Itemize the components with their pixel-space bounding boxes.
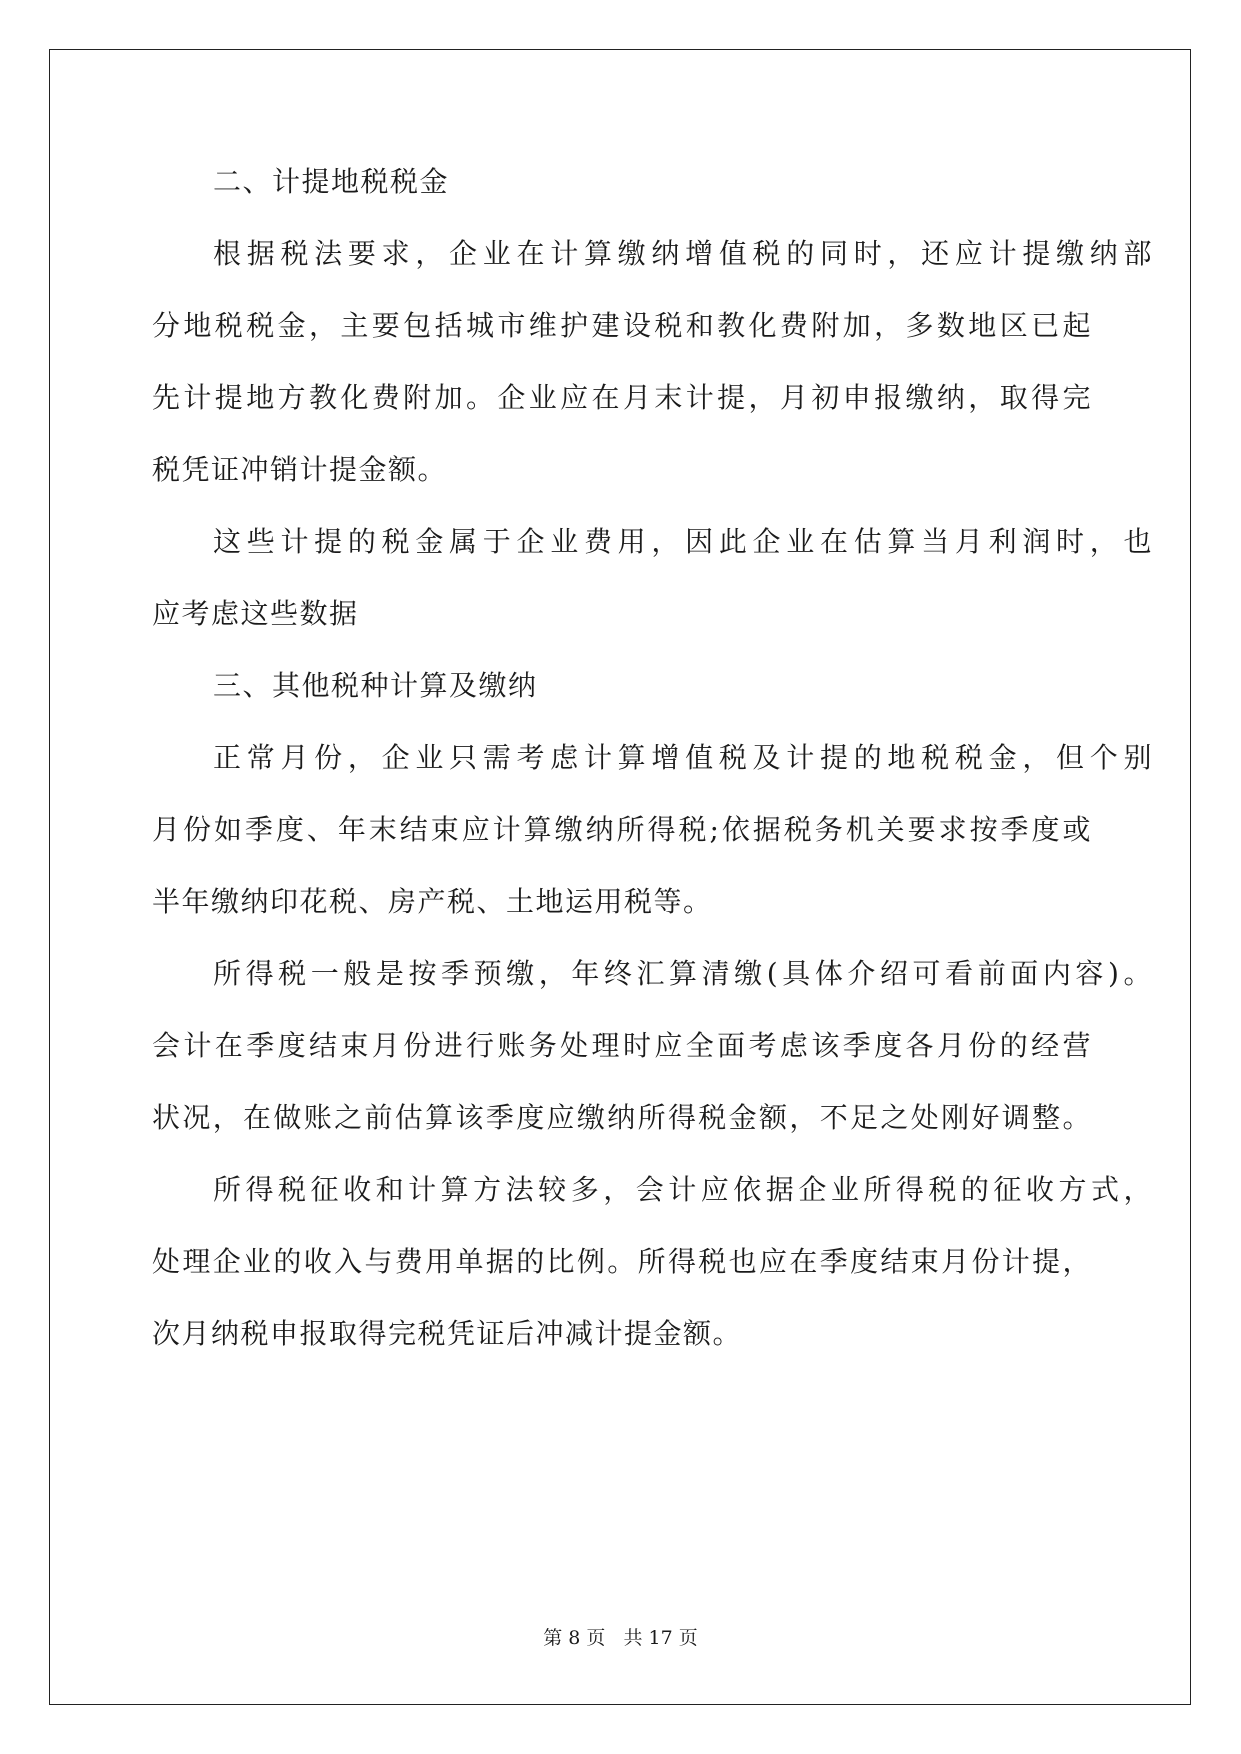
paragraph-line: 税凭证冲销计提金额。 [152, 453, 448, 486]
paragraph-line: 月份如季度、年末结束应计算缴纳所得税;依据税务机关要求按季度或 [152, 813, 1092, 846]
paragraph-line: 处理企业的收入与费用单据的比例。所得税也应在季度结束月份计提， [152, 1245, 1092, 1278]
section-heading-2: 二、计提地税税金 [213, 165, 450, 198]
paragraph-line: 所得税一般是按季预缴，年终汇算清缴(具体介绍可看前面内容)。 [213, 957, 1153, 990]
paragraph-line: 这些计提的税金属于企业费用，因此企业在估算当月利润时，也 [213, 525, 1153, 558]
paragraph-line: 根据税法要求，企业在计算缴纳增值税的同时，还应计提缴纳部 [213, 237, 1153, 270]
paragraph-line: 先计提地方教化费附加。企业应在月末计提，月初申报缴纳，取得完 [152, 381, 1092, 414]
page-frame [49, 49, 1191, 1705]
paragraph-line: 状况，在做账之前估算该季度应缴纳所得税金额，不足之处刚好调整。 [152, 1101, 1092, 1134]
paragraph-line: 正常月份，企业只需考虑计算增值税及计提的地税税金，但个别 [213, 741, 1153, 774]
page-total: 共 17 页 [623, 1627, 698, 1649]
paragraph-line: 分地税税金，主要包括城市维护建设税和教化费附加，多数地区已起 [152, 309, 1092, 342]
paragraph-line: 所得税征收和计算方法较多，会计应依据企业所得税的征收方式， [213, 1173, 1153, 1206]
paragraph-line: 次月纳税申报取得完税凭证后冲减计提金额。 [152, 1317, 743, 1350]
paragraph-line: 会计在季度结束月份进行账务处理时应全面考虑该季度各月份的经营 [152, 1029, 1092, 1062]
section-heading-3: 三、其他税种计算及缴纳 [213, 669, 538, 702]
paragraph-line: 半年缴纳印花税、房产税、土地运用税等。 [152, 885, 713, 918]
page-number: 第 8 页 [543, 1627, 606, 1649]
paragraph-line: 应考虑这些数据 [152, 597, 359, 630]
page-footer [0, 1626, 1241, 1650]
